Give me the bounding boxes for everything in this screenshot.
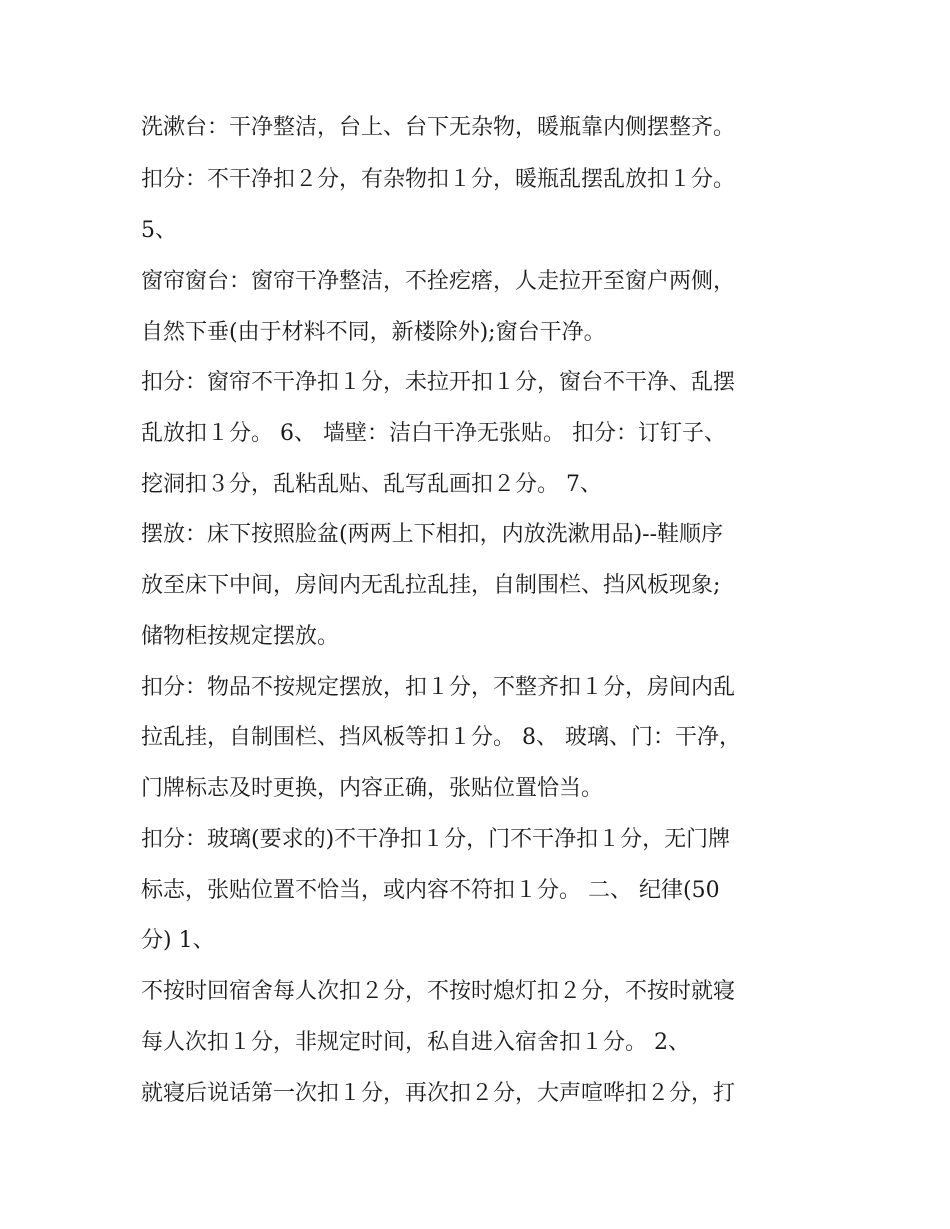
text-line: 扣分：物品不按规定摆放，扣１分，不整齐扣１分，房间内乱 [141,675,736,700]
text-line: 挖洞扣３分，乱粘乱贴、乱写乱画扣２分。 7、 [141,472,602,497]
text-line: 不按时回宿舍每人次扣２分，不按时熄灯扣２分，不按时就寝 [141,979,736,1004]
text-line: 摆放：床下按照脸盆(两两上下相扣，内放洗漱用品)--鞋顺序 [141,522,724,547]
text-line: 拉乱挂，自制围栏、挡风板等扣１分。 8、 玻璃、门：干净， [141,725,741,750]
text-line: 窗帘窗台：窗帘干净整洁，不拴疙瘩，人走拉开至窗户两侧， [141,269,736,294]
text-line: 每人次扣１分，非规定时间，私自进入宿舍扣１分。 2、 [141,1030,690,1055]
text-line: 储物柜按规定摆放。 [141,624,340,649]
text-line: 放至床下中间，房间内无乱拉乱挂，自制围栏、挡风板现象; [141,573,721,598]
text-line: 就寝后说话第一次扣１分，再次扣２分，大声喧哗扣２分，打 [141,1081,736,1106]
text-line: 扣分：不干净扣２分，有杂物扣１分，暖瓶乱摆乱放扣１分。 [141,167,736,192]
text-line: 门牌标志及时更换，内容正确，张贴位置恰当。 [141,776,604,801]
text-line: 分) 1、 [141,928,215,953]
text-line: 扣分：玻璃(要求的)不干净扣１分，门不干净扣１分，无门牌 [141,827,731,852]
text-line: 扣分：窗帘不干净扣１分，未拉开扣１分，窗台不干净、乱摆 [141,370,736,395]
text-line: 洗漱台：干净整洁，台上、台下无杂物，暖瓶靠内侧摆整齐。 [141,115,736,140]
text-line: 乱放扣１分。 6、 墙壁：洁白干净无张贴。 扣分：订钉子、 [141,421,726,446]
text-line: 5、 [141,218,177,243]
text-line: 自然下垂(由于材料不同，新楼除外);窗台干净。 [141,320,606,345]
text-line: 标志，张贴位置不恰当，或内容不符扣１分。 二、 纪律(50 [141,878,720,903]
